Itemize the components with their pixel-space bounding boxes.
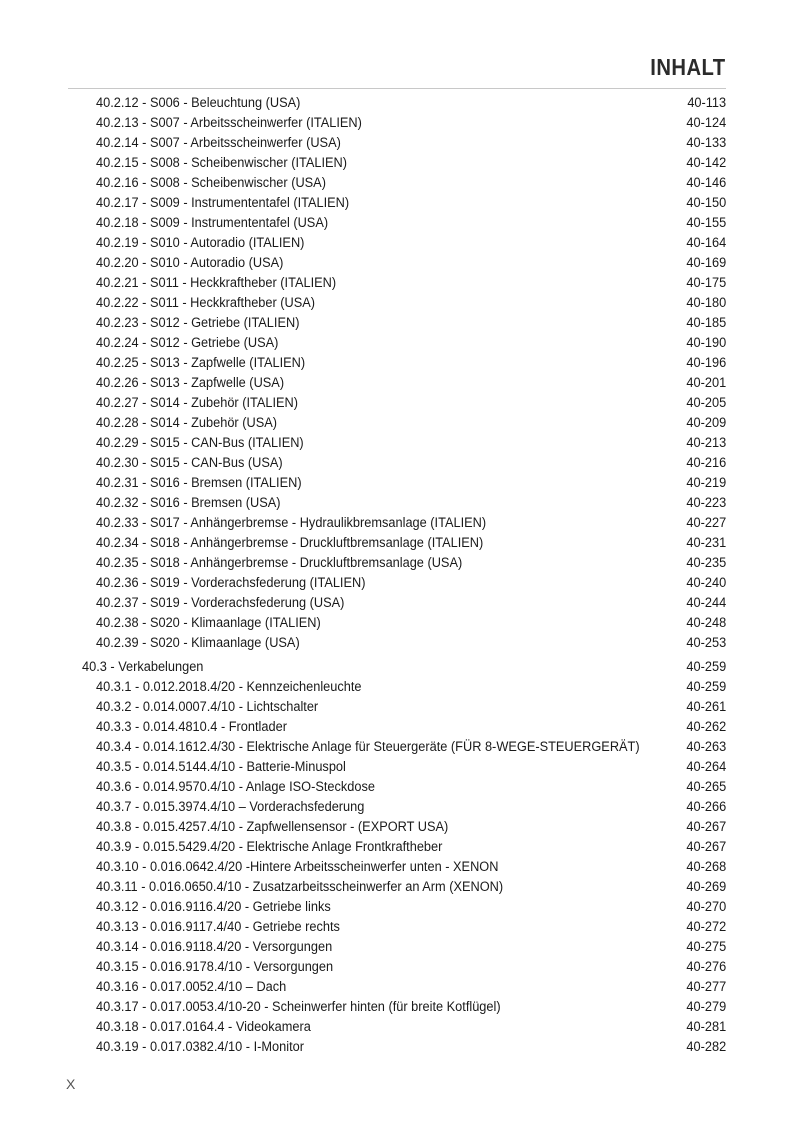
toc-entry-label: 40.3.7 - 0.015.3974.4/10 – Vorderachsfederung	[96, 798, 365, 815]
toc-entry-label: 40.2.30 - S015 - CAN-Bus (USA)	[96, 455, 283, 471]
toc-entry-page: 40-223	[686, 495, 726, 511]
toc-entry[interactable]	[0, 113, 794, 133]
toc-entry-label: 40.2.25 - S013 - Zapfwelle (ITALIEN)	[96, 355, 306, 371]
toc-entry-label: 40.3.17 - 0.017.0053.4/10-20 - Scheinwerfer hinten (für breite Kotflügel)	[96, 998, 501, 1015]
toc-entry[interactable]	[0, 997, 794, 1017]
toc-entry[interactable]	[0, 453, 794, 473]
toc-entry-page: 40-272	[686, 918, 726, 935]
toc-entry-page: 40-175	[686, 275, 726, 291]
toc-entry[interactable]	[0, 333, 794, 353]
toc-entry-page: 40-267	[686, 838, 726, 855]
page-number: X	[66, 1076, 76, 1092]
toc-entry[interactable]	[0, 977, 794, 997]
toc-entry-page: 40-275	[686, 938, 726, 955]
toc-entry[interactable]	[0, 737, 794, 757]
toc-entry-page: 40-244	[686, 595, 726, 611]
toc-entry[interactable]	[0, 213, 794, 233]
toc-entry-label: 40.2.27 - S014 - Zubehör (ITALIEN)	[96, 395, 299, 411]
toc-entry-label: 40.2.15 - S008 - Scheibenwischer (ITALIEN)	[96, 155, 348, 171]
toc-entry[interactable]	[0, 233, 794, 253]
toc-entry[interactable]	[0, 533, 794, 553]
toc-entry[interactable]	[0, 553, 794, 573]
toc-entry[interactable]	[0, 717, 794, 737]
toc-entry[interactable]	[0, 917, 794, 937]
toc-entry-page: 40-196	[686, 355, 726, 371]
toc-entry[interactable]	[0, 777, 794, 797]
toc-entry-page: 40-205	[686, 395, 726, 411]
toc-entry-label: 40.3.5 - 0.014.5144.4/10 - Batterie-Minuspol	[96, 758, 346, 775]
toc-entry-page: 40-267	[686, 818, 726, 835]
toc-entry-label: 40.3.6 - 0.014.9570.4/10 - Anlage ISO-Steckdose	[96, 778, 375, 795]
toc-entry-label: 40.2.34 - S018 - Anhängerbremse - Druckluftbremsanlage (ITALIEN)	[96, 535, 484, 551]
toc-entry[interactable]	[0, 593, 794, 613]
table-of-contents	[0, 93, 794, 1057]
toc-entry-page: 40-180	[686, 295, 726, 311]
toc-entry[interactable]	[0, 573, 794, 593]
toc-entry[interactable]	[0, 897, 794, 917]
toc-entry-label: 40.2.38 - S020 - Klimaanlage (ITALIEN)	[96, 615, 321, 631]
toc-entry-page: 40-262	[686, 718, 726, 735]
toc-entry[interactable]	[0, 757, 794, 777]
toc-entry-label: 40.3.14 - 0.016.9118.4/20 - Versorgungen	[96, 938, 333, 955]
toc-entry[interactable]	[0, 697, 794, 717]
toc-entry-label: 40.2.24 - S012 - Getriebe (USA)	[96, 335, 279, 351]
toc-entry-label: 40.2.17 - S009 - Instrumententafel (ITALIEN)	[96, 195, 350, 211]
toc-entry-label: 40.2.12 - S006 - Beleuchtung (USA)	[96, 95, 301, 111]
toc-entry-label: 40.3.13 - 0.016.9117.4/40 - Getriebe rechts	[96, 918, 340, 935]
toc-entry[interactable]	[0, 857, 794, 877]
toc-entry-page: 40-190	[686, 335, 726, 351]
toc-entry[interactable]	[0, 153, 794, 173]
toc-entry-page: 40-150	[686, 195, 726, 211]
toc-entry-page: 40-124	[686, 115, 726, 131]
toc-entry-page: 40-240	[686, 575, 726, 591]
toc-entry-label: 40.2.22 - S011 - Heckkraftheber (USA)	[96, 295, 316, 311]
toc-entry[interactable]	[0, 433, 794, 453]
toc-entry-page: 40-219	[686, 475, 726, 491]
toc-entry[interactable]	[0, 1017, 794, 1037]
toc-entry-label: 40.2.18 - S009 - Instrumententafel (USA)	[96, 215, 329, 231]
toc-entry-page: 40-142	[686, 155, 726, 171]
toc-entry-label: 40.2.28 - S014 - Zubehör (USA)	[96, 415, 277, 431]
toc-entry-label: 40.2.33 - S017 - Anhängerbremse - Hydraulikbremsanlage (ITALIEN)	[96, 515, 487, 531]
toc-entry-page: 40-265	[686, 778, 726, 795]
toc-entry-page: 40-282	[686, 1038, 726, 1055]
toc-entry-page: 40-113	[687, 95, 726, 111]
toc-entry-label: 40.2.20 - S010 - Autoradio (USA)	[96, 255, 284, 271]
toc-entry-label: 40.2.32 - S016 - Bremsen (USA)	[96, 495, 281, 511]
toc-entry-page: 40-164	[686, 235, 726, 251]
toc-entry-page: 40-266	[686, 798, 726, 815]
toc-entry[interactable]	[0, 817, 794, 837]
toc-entry-label: 40.3.15 - 0.016.9178.4/10 - Versorgungen	[96, 958, 334, 975]
toc-entry-page: 40-201	[686, 375, 726, 391]
toc-entry[interactable]	[0, 313, 794, 333]
toc-entry[interactable]	[0, 837, 794, 857]
toc-entry-page: 40-185	[686, 315, 726, 331]
toc-entry-page: 40-277	[686, 978, 726, 995]
toc-entry[interactable]	[0, 1037, 794, 1057]
toc-entry-page: 40-269	[686, 878, 726, 895]
toc-entry-label: 40.3.3 - 0.014.4810.4 - Frontlader	[96, 718, 287, 735]
toc-entry-label: 40.3.8 - 0.015.4257.4/10 - Zapfwellensensor - (EXPORT USA)	[96, 818, 449, 835]
toc-entry-label: 40.3.4 - 0.014.1612.4/30 - Elektrische Anlage für Steuergeräte (FÜR 8-WEGE-STEUERGERÄT)	[96, 738, 640, 755]
toc-entry[interactable]	[0, 253, 794, 273]
toc-entry-page: 40-268	[686, 858, 726, 875]
toc-entry-label: 40.3.9 - 0.015.5429.4/20 - Elektrische Anlage Frontkraftheber	[96, 838, 443, 855]
toc-entry-page: 40-259	[686, 658, 726, 675]
toc-entry-page: 40-169	[686, 255, 726, 271]
toc-entry-label: 40.3.19 - 0.017.0382.4/10 - I-Monitor	[96, 1038, 304, 1055]
toc-entry-page: 40-248	[686, 615, 726, 631]
toc-entry-label: 40.3.1 - 0.012.2018.4/20 - Kennzeichenleuchte	[96, 678, 362, 695]
toc-entry[interactable]	[0, 937, 794, 957]
toc-entry-label: 40.3.11 - 0.016.0650.4/10 - Zusatzarbeitsscheinwerfer an Arm (XENON)	[96, 878, 504, 895]
toc-entry-page: 40-146	[686, 175, 726, 191]
toc-entry[interactable]	[0, 193, 794, 213]
toc-entry-label: 40.3.16 - 0.017.0052.4/10 – Dach	[96, 978, 287, 995]
toc-entry-page: 40-281	[686, 1018, 726, 1035]
page-title: INHALT	[650, 54, 726, 80]
toc-entry-page: 40-216	[686, 455, 726, 471]
toc-entry-label: 40.2.31 - S016 - Bremsen (ITALIEN)	[96, 475, 302, 491]
toc-entry-label: 40.2.14 - S007 - Arbeitsscheinwerfer (USA)	[96, 135, 341, 151]
toc-entry-page: 40-261	[686, 698, 726, 715]
toc-entry[interactable]	[0, 93, 794, 113]
toc-entry[interactable]	[0, 493, 794, 513]
toc-entry-label: 40.2.37 - S019 - Vorderachsfederung (USA)	[96, 595, 345, 611]
toc-entry-page: 40-231	[686, 535, 726, 551]
toc-entry-label: 40.3 - Verkabelungen	[82, 658, 204, 675]
toc-entry[interactable]	[0, 677, 794, 697]
toc-entry-label: 40.2.19 - S010 - Autoradio (ITALIEN)	[96, 235, 305, 251]
toc-entry[interactable]	[0, 373, 794, 393]
toc-entry[interactable]	[0, 473, 794, 493]
toc-entry-label: 40.2.21 - S011 - Heckkraftheber (ITALIEN)	[96, 275, 337, 291]
toc-entry-page: 40-235	[686, 555, 726, 571]
toc-entry-label: 40.2.35 - S018 - Anhängerbremse - Druckluftbremsanlage (USA)	[96, 555, 463, 571]
toc-entry-label: 40.2.36 - S019 - Vorderachsfederung (ITALIEN)	[96, 575, 366, 591]
toc-entry-page: 40-263	[686, 738, 726, 755]
toc-entry-page: 40-133	[686, 135, 726, 151]
toc-entry-label: 40.2.29 - S015 - CAN-Bus (ITALIEN)	[96, 435, 304, 451]
toc-entry[interactable]	[0, 293, 794, 313]
toc-entry-page: 40-279	[686, 998, 726, 1015]
toc-entry[interactable]	[0, 513, 794, 533]
toc-entry-page: 40-209	[686, 415, 726, 431]
toc-entry[interactable]	[0, 413, 794, 433]
toc-entry[interactable]	[0, 613, 794, 633]
toc-entry-page: 40-155	[686, 215, 726, 231]
toc-entry-page: 40-270	[686, 898, 726, 915]
toc-entry[interactable]	[0, 273, 794, 293]
toc-entry[interactable]	[0, 633, 794, 653]
toc-entry[interactable]	[0, 957, 794, 977]
toc-entry[interactable]	[0, 133, 794, 153]
header-divider	[68, 88, 726, 89]
toc-entry-page: 40-264	[686, 758, 726, 775]
toc-entry-label: 40.3.12 - 0.016.9116.4/20 - Getriebe links	[96, 898, 331, 915]
toc-entry-page: 40-259	[686, 678, 726, 695]
toc-entry-label: 40.2.39 - S020 - Klimaanlage (USA)	[96, 635, 300, 651]
toc-entry[interactable]	[0, 877, 794, 897]
toc-entry-page: 40-253	[686, 635, 726, 651]
toc-entry-label: 40.2.13 - S007 - Arbeitsscheinwerfer (ITALIEN)	[96, 115, 362, 131]
toc-entry-label: 40.3.10 - 0.016.0642.4/20 -Hintere Arbeitsscheinwerfer unten - XENON	[96, 858, 499, 875]
toc-entry-label: 40.2.16 - S008 - Scheibenwischer (USA)	[96, 175, 326, 191]
toc-entry-page: 40-213	[686, 435, 726, 451]
toc-entry-page: 40-276	[686, 958, 726, 975]
toc-entry-label: 40.2.26 - S013 - Zapfwelle (USA)	[96, 375, 285, 391]
toc-entry-page: 40-227	[686, 515, 726, 531]
toc-entry[interactable]	[0, 797, 794, 817]
toc-entry[interactable]	[0, 353, 794, 373]
toc-entry-label: 40.2.23 - S012 - Getriebe (ITALIEN)	[96, 315, 300, 331]
toc-section-entry[interactable]	[0, 657, 794, 677]
toc-entry-label: 40.3.2 - 0.014.0007.4/10 - Lichtschalter	[96, 698, 319, 715]
toc-entry-label: 40.3.18 - 0.017.0164.4 - Videokamera	[96, 1018, 311, 1035]
toc-entry[interactable]	[0, 173, 794, 193]
toc-entry[interactable]	[0, 393, 794, 413]
